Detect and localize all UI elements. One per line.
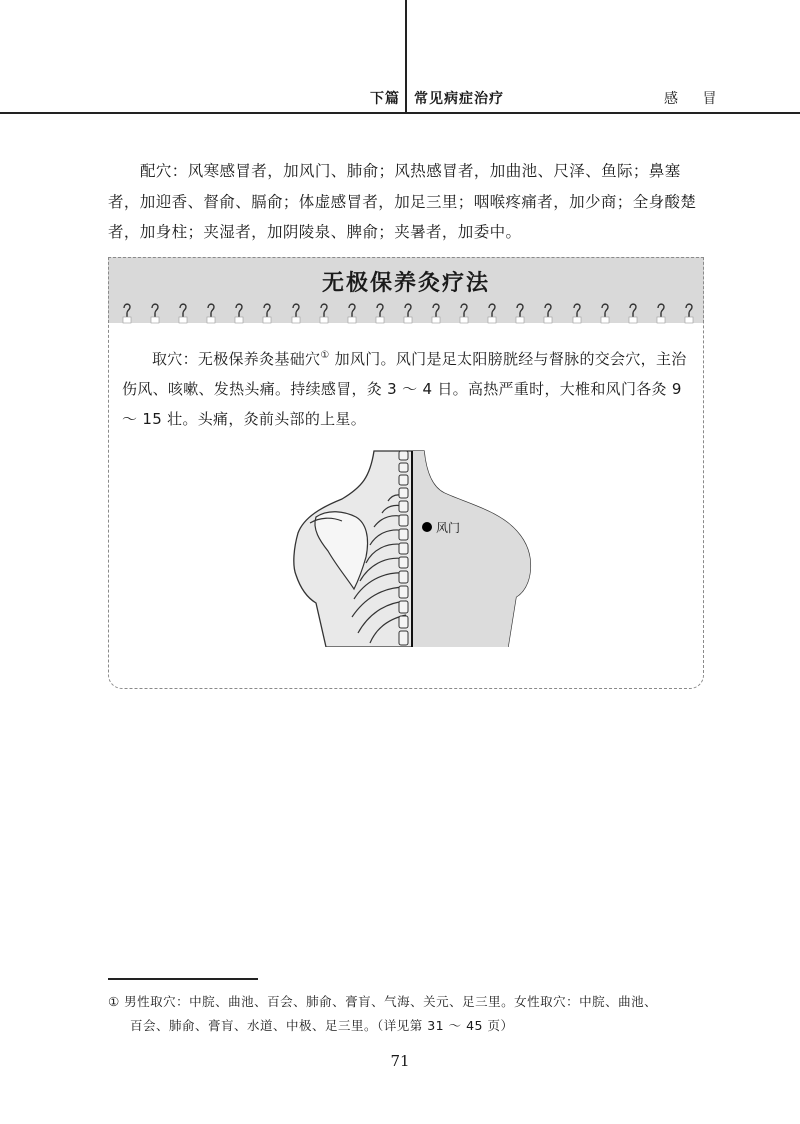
body-paragraph: 配穴：风寒感冒者，加风门、肺俞；风热感冒者，加曲池、尺泽、鱼际；鼻塞者，加迎香、督俞、膈俞；体虚感冒者，加足三里；咽喉疼痛者，加少商；全身酸楚者，加身柱；夹湿者，加阴陵泉、脾俞；夹暑者，加委中。 [108,162,697,241]
box-text-part-b: 加风门。风门是足太阳膀胱经与督脉的交会穴，主治伤风、咳嗽、发热头痛。持续感冒，灸 3 ～ 4 日。高热严重时，大椎和风门各灸 9 ～ 15 壮。头痛，灸前头部的上星。 [122,350,687,428]
footnote [108,990,708,1038]
binder-ring-icon [459,300,469,324]
header-divider [405,88,407,112]
binder-ring-icon [206,300,216,324]
binder-ring-icon [403,300,413,324]
binder-ring-icon [600,300,610,324]
header-divider-top [405,0,407,88]
fengmen-label: 风门 [436,521,461,535]
binder-ring-icon [150,300,160,324]
footnote-ref: ① [320,350,330,361]
binder-ring-icon [262,300,272,324]
header-part: 下篇 [370,91,400,107]
binder-ring-icon [319,300,329,324]
footnote-line-1: ① 男性取穴：中脘、曲池、百会、肺俞、膏肓、气海、关元、足三里。女性取穴：中脘、曲池、 [108,994,658,1009]
therapy-box-text [122,341,692,434]
fengmen-point-icon [422,522,432,532]
binder-ring-icon [122,300,132,324]
binder-ring-icon [375,300,385,324]
binder-ring-icon [487,300,497,324]
header-chapter: 感 冒 [664,91,727,107]
back-acupoint-illustration [286,447,538,647]
header-rule [0,112,800,114]
therapy-box-title: 无极保养灸疗法 [321,271,490,296]
binder-ring-icon [291,300,301,324]
binder-ring-icon [656,300,666,324]
binder-ring-icon [515,300,525,324]
binder-ring-icon [431,300,441,324]
binder-ring-icon [628,300,638,324]
page-number: 71 [390,1052,410,1070]
binder-ring-icon [347,300,357,324]
footnote-rule [108,978,258,980]
binder-ring-icon [572,300,582,324]
binder-ring-icon [684,300,694,324]
binder-ring-icon [543,300,553,324]
binder-rings [122,300,694,326]
box-text-part-a: 取穴：无极保养灸基础穴 [152,350,321,368]
binder-ring-icon [178,300,188,324]
footnote-line-2: 百会、肺俞、膏肓、水道、中极、足三里。（详见第 31 ～ 45 页） [130,1018,514,1033]
header-section: 常见病症治疗 [414,91,504,107]
binder-ring-icon [234,300,244,324]
